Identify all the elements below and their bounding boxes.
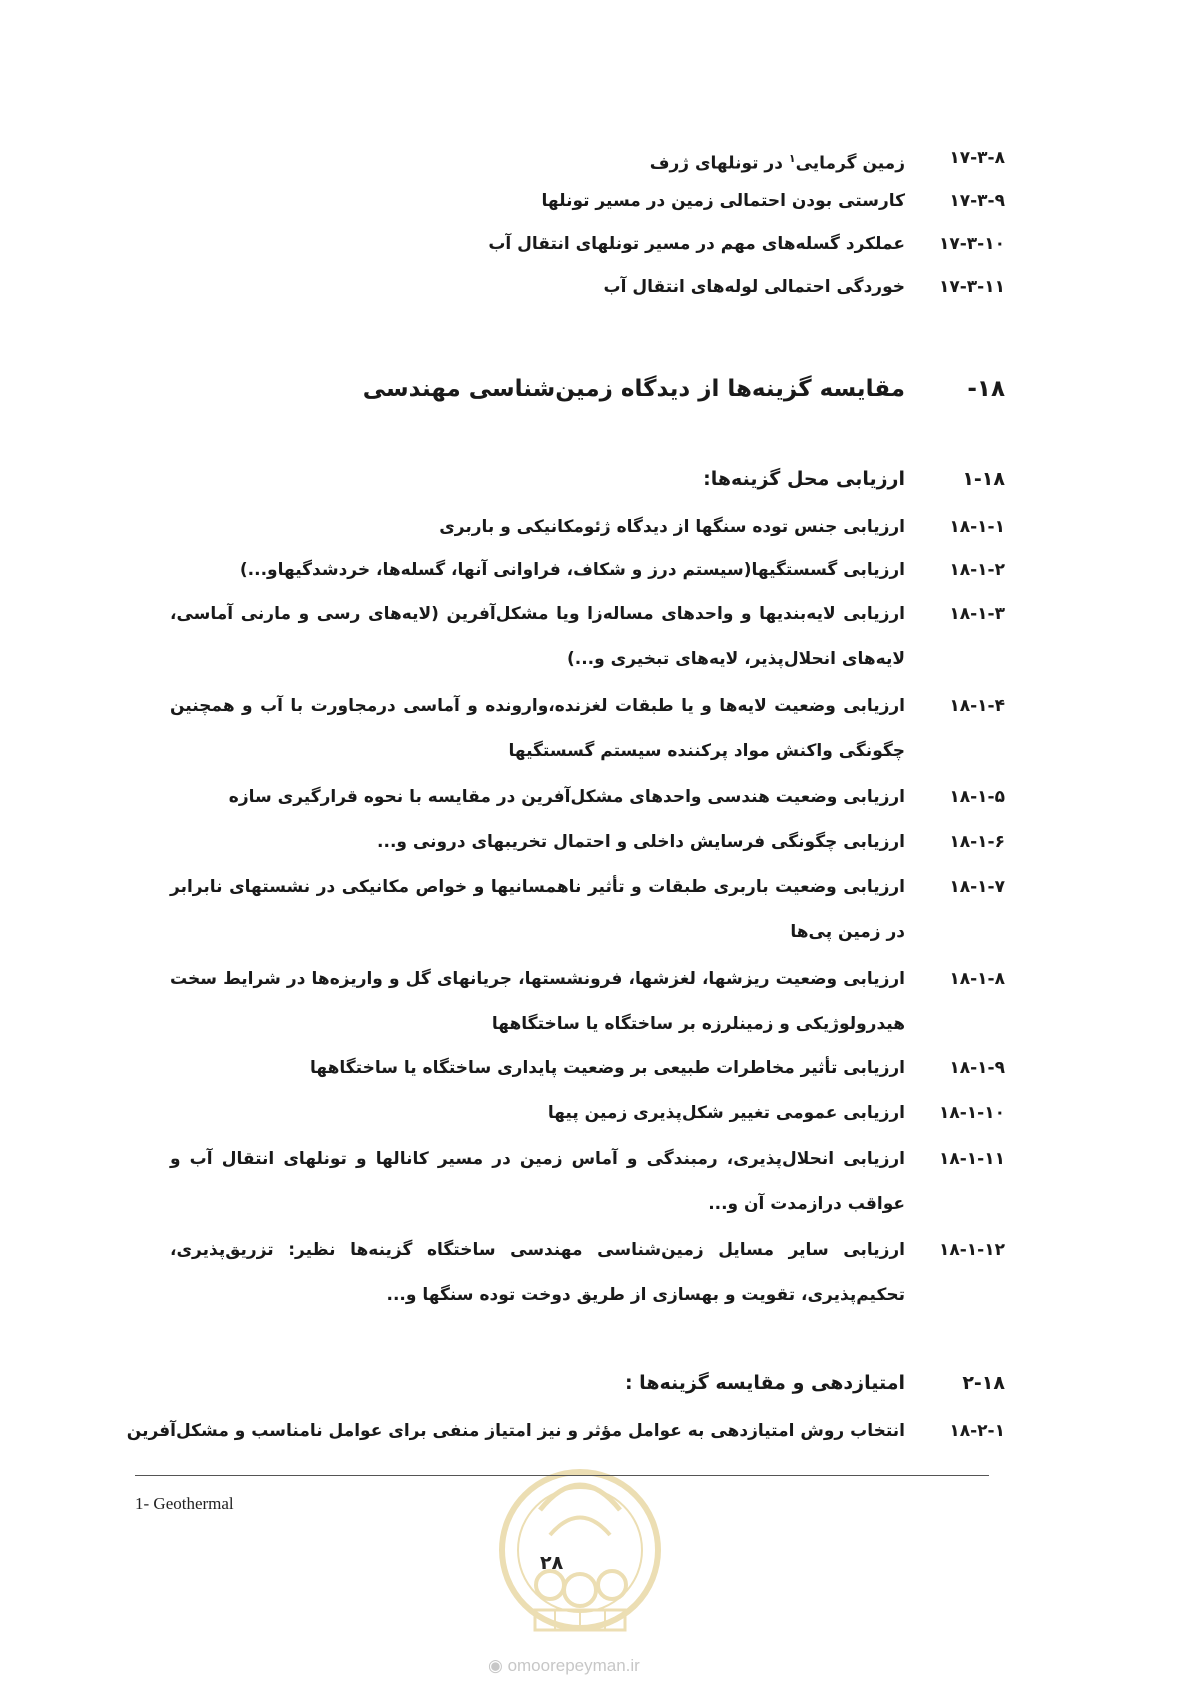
- item-number: ۱۷-۳-۱۰: [939, 234, 1005, 254]
- list-item: [205, 136, 1005, 181]
- item-text: ارزیابی وضعیت باربری طبقات و تأثیر ناهمسانیها و خواص مکانیکی در نشستهای نابرابر در زمین پی‌ها: [170, 877, 905, 942]
- item-text: ارزیابی وضعیت ریزشها، لغزشها، فرونشستها، جریانهای گل و واریزه‌ها در شرایط سخت هیدرولوژیکی و زمینلرزه بر ساختگاه یا ساختگاهها: [170, 969, 905, 1034]
- item-text: ارزیابی چگونگی فرسایش داخلی و احتمال تخریبهای درونی و...: [377, 832, 905, 852]
- list-item: [155, 820, 1005, 865]
- subsection-number: ۱-۱۸: [962, 468, 1005, 490]
- item-number: ۱۷-۳-۸: [949, 148, 1005, 168]
- subsection-heading: [205, 1361, 1005, 1406]
- item-number: ۱۸-۱-۴: [949, 696, 1005, 716]
- page-number: ۲۸: [540, 1552, 564, 1574]
- item-text: انتخاب روش امتیازدهی به عوامل مؤثر و نیز امتیاز منفی برای عوامل نامناسب و مشکل‌آفرین: [126, 1421, 905, 1441]
- subsection-title: امتیازدهی و مقایسه گزینه‌ها :: [624, 1372, 905, 1394]
- item-number: ۱۸-۲-۱: [949, 1421, 1005, 1441]
- item-number: ۱۸-۱-۱۱: [939, 1149, 1005, 1169]
- subsection-number: ۲-۱۸: [962, 1372, 1005, 1394]
- item-number: ۱۸-۱-۶: [949, 832, 1005, 852]
- section-heading: [205, 365, 1005, 415]
- item-number: ۱۸-۱-۵: [949, 787, 1005, 807]
- item-text: ارزیابی سایر مسایل زمین‌شناسی مهندسی ساختگاه گزینه‌ها نظیر: تزریق‌پذیری، تحکیم‌پذیری، تقویت و بهسازی از طریق دوخت توده سنگها و...: [170, 1240, 905, 1305]
- item-text: ارزیابی لایه‌بندیها و واحدهای مساله‌زا ویا مشکل‌آفرین (لایه‌های رسی و مارنی آماسی، لایه‌های انحلال‌پذیر، لایه‌های تبخیری و...): [170, 604, 905, 669]
- item-number: ۱۷-۳-۱۱: [939, 277, 1005, 297]
- list-item: [85, 684, 1005, 774]
- list-item: [205, 265, 1005, 310]
- footnote-marker[interactable]: ۱: [788, 152, 796, 165]
- footnote-divider: [135, 1475, 989, 1476]
- item-text: ارزیابی جنس توده سنگها از دیدگاه ژئومکانیکی و باربری: [439, 517, 905, 537]
- item-number: ۱۸-۱-۳: [949, 604, 1005, 624]
- item-number: ۱۷-۳-۹: [949, 191, 1005, 211]
- item-text: ارزیابی انحلال‌پذیری، رمبندگی و آماس زمین در مسیر کانالها و تونلهای انتقال آب و عواقب درازمدت آن و...: [170, 1149, 905, 1214]
- item-number: ۱۸-۱-۲: [949, 560, 1005, 580]
- item-number: ۱۸-۱-۷: [949, 877, 1005, 897]
- item-number: ۱۸-۱-۱: [949, 517, 1005, 537]
- section-title: مقایسه گزینه‌ها از دیدگاه زمین‌شناسی مهندسی: [362, 376, 905, 402]
- item-number: ۱۸-۱-۸: [949, 969, 1005, 989]
- item-text: کارستی بودن احتمالی زمین در مسیر تونلها: [541, 191, 905, 211]
- list-item: [155, 1091, 1005, 1136]
- list-item: [205, 222, 1005, 267]
- item-text: عملکرد گسله‌های مهم در مسیر تونلهای انتقال آب: [488, 234, 905, 254]
- subsection-title: ارزیابی محل گزینه‌ها:: [703, 468, 905, 490]
- item-text: ارزیابی عمومی تغییر شکل‌پذیری زمین پیها: [547, 1103, 905, 1123]
- list-item: [205, 179, 1005, 224]
- list-item: [85, 1228, 1005, 1318]
- list-item: [85, 592, 1005, 682]
- list-item: [155, 775, 1005, 820]
- item-number: ۱۸-۱-۱۰: [939, 1103, 1005, 1123]
- list-item: [85, 957, 1005, 1047]
- list-item: [85, 865, 1005, 955]
- watermark-url: ◉ omoorepeyman.ir: [488, 1656, 640, 1675]
- item-text: خوردگی احتمالی لوله‌های انتقال آب: [603, 277, 905, 297]
- item-number: ۱۸-۱-۹: [949, 1058, 1005, 1078]
- item-number: ۱۸-۱-۱۲: [939, 1240, 1005, 1260]
- footnote-text: 1- Geothermal: [135, 1494, 234, 1513]
- list-item: [85, 1137, 1005, 1227]
- item-text: ارزیابی وضعیت هندسی واحدهای مشکل‌آفرین در مقایسه با نحوه قرارگیری سازه: [228, 787, 905, 807]
- list-item: [155, 1046, 1005, 1091]
- item-text: ارزیابی گسستگیها(سیستم درز و شکاف، فراوانی آنها، گسله‌ها، خردشدگیهاو...): [239, 560, 905, 580]
- subsection-heading: [205, 457, 1005, 502]
- item-text: ارزیابی وضعیت لایه‌ها و یا طبقات لغزنده،وارونده و آماسی درمجاورت با آب و همچنین چگونگی واکنش مواد پرکننده سیستم گسستگیها: [170, 696, 905, 761]
- section-number: ۱۸-: [967, 376, 1005, 402]
- item-text: ارزیابی تأثیر مخاطرات طبیعی بر وضعیت پایداری ساختگاه یا ساختگاهها: [310, 1058, 905, 1078]
- item-text: زمین گرمایی$^۱$ در تونلهای ژرف: [649, 152, 905, 174]
- list-item: [155, 548, 1005, 593]
- list-item: [155, 505, 1005, 550]
